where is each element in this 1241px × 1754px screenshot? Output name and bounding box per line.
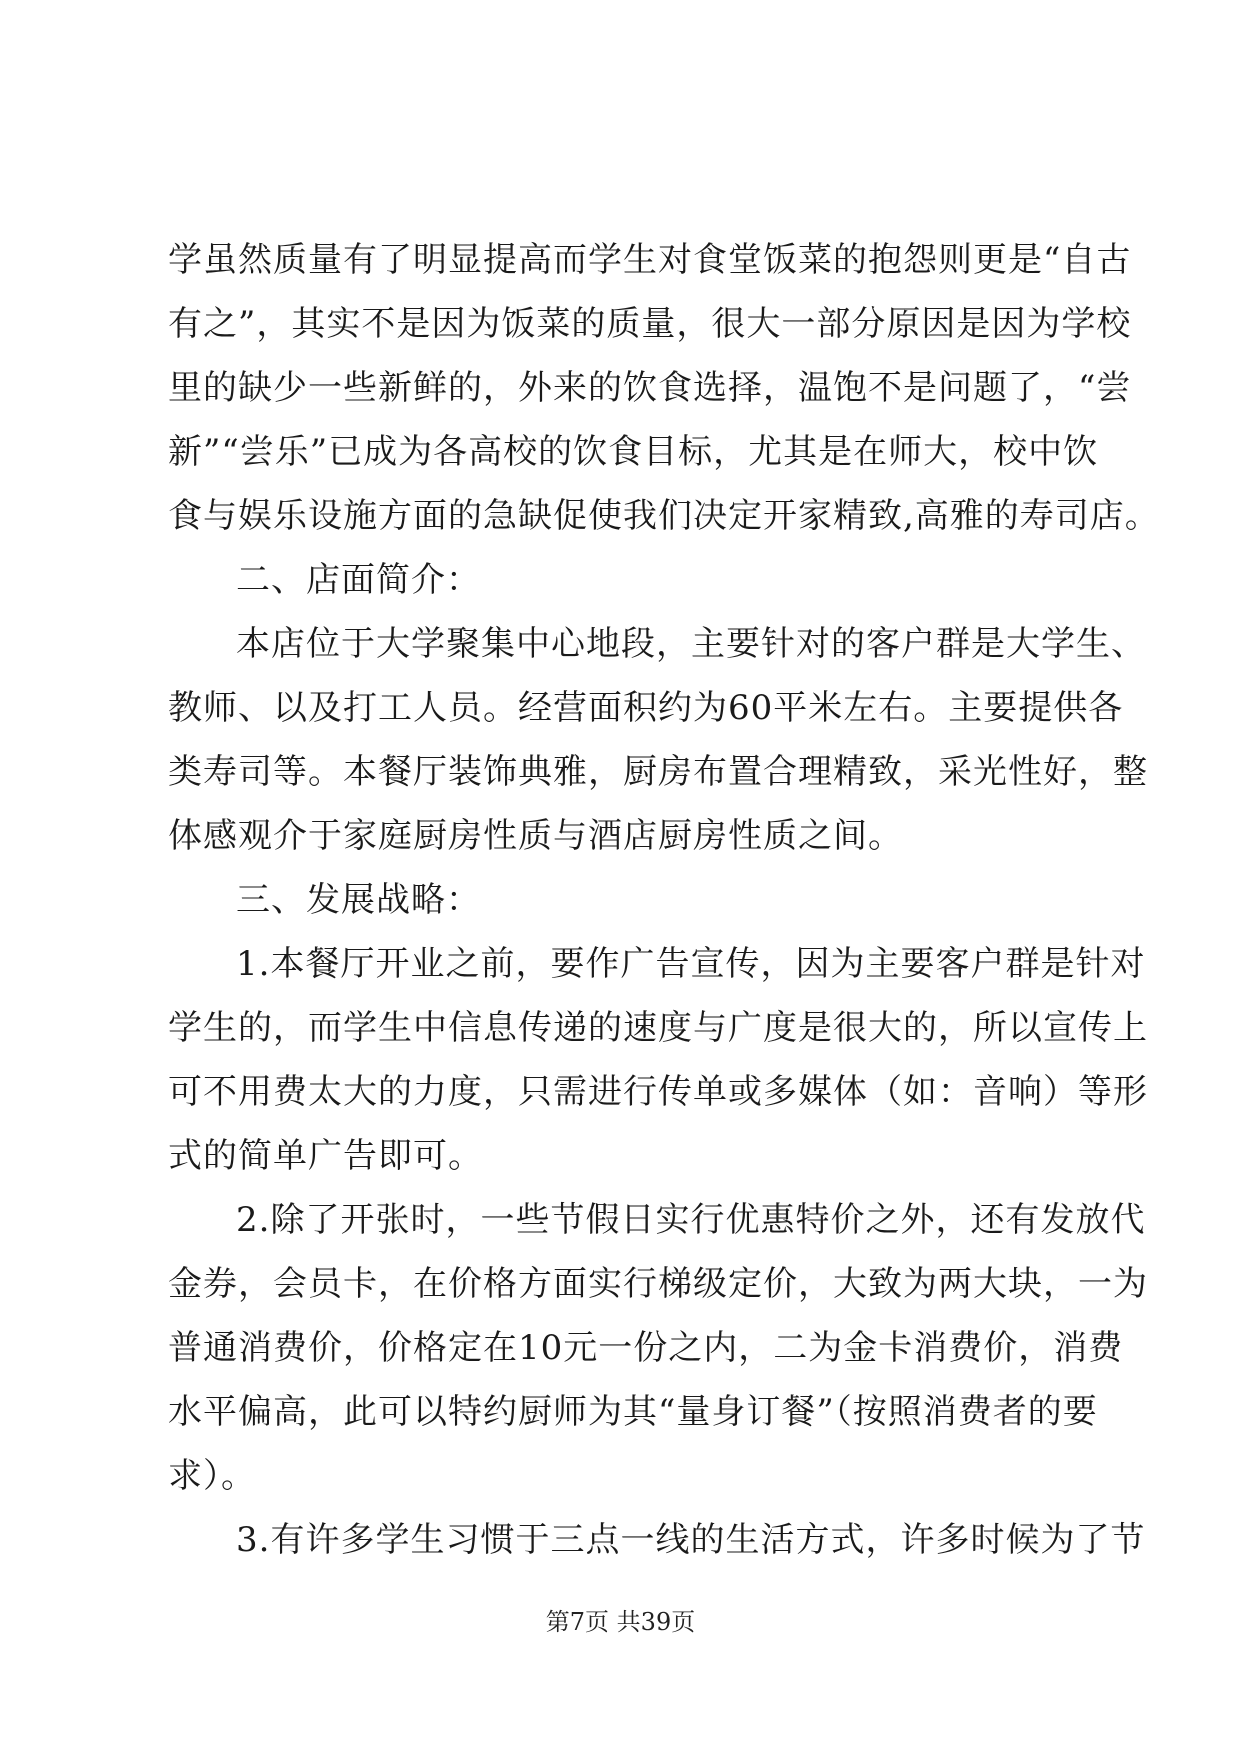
text-line: 式的简单广告即可。 (168, 1136, 483, 1176)
page-footer: 第7页 共39页 (545, 1608, 696, 1636)
paragraph-strategy-1 (168, 932, 1148, 1188)
paragraph-store-intro (168, 612, 1148, 868)
text-line: 二、店面简介： (236, 560, 481, 600)
text-line: 学虽然质量有了明显提高而学生对食堂饭菜的抱怨则更是“自古 (168, 240, 1132, 280)
text-line: 可不用费太大的力度，只需进行传单或多媒体（如：音响）等形 (168, 1072, 1148, 1112)
paragraph-strategy-2 (168, 1188, 1148, 1508)
heading-strategy (168, 868, 1083, 932)
text-line: 体感观介于家庭厨房性质与酒店厨房性质之间。 (168, 816, 903, 856)
text-line: 金券，会员卡，在价格方面实行梯级定价，大致为两大块，一为 (168, 1264, 1148, 1304)
text-line: 类寿司等。本餐厅装饰典雅，厨房布置合理精致，采光性好，整 (168, 752, 1148, 792)
text-line: 求）。 (168, 1456, 256, 1496)
text-line: 三、发展战略： (236, 880, 481, 920)
text-line: 里的缺少一些新鲜的，外来的饮食选择，温饱不是问题了，“尝 (168, 368, 1132, 408)
text-line: 教师、以及打工人员。经营面积约为60平米左右。主要提供各 (168, 688, 1124, 728)
text-line: 新”“尝乐”已成为各高校的饮食目标，尤其是在师大，校中饮 (168, 432, 1099, 472)
text-line: 有之”，其实不是因为饭菜的质量，很大一部分原因是因为学校 (168, 304, 1132, 344)
text-line: 2.除了开张时，一些节假日实行优惠特价之外，还有发放代 (236, 1200, 1146, 1240)
text-line: 学生的，而学生中信息传递的速度与广度是很大的，所以宣传上 (168, 1008, 1148, 1048)
document-body (168, 228, 1160, 1572)
paragraph-intro-continued (168, 228, 1160, 548)
text-line: 普通消费价，价格定在10元一份之内，二为金卡消费价，消费 (168, 1328, 1124, 1368)
text-line: 1.本餐厅开业之前，要作广告宣传，因为主要客户群是针对 (236, 944, 1146, 984)
text-line: 本店位于大学聚集中心地段，主要针对的客户群是大学生、 (236, 624, 1146, 664)
text-line: 食与娱乐设施方面的急缺促使我们决定开家精致,高雅的寿司店。 (168, 496, 1160, 536)
text-line: 3.有许多学生习惯于三点一线的生活方式，许多时候为了节 (236, 1520, 1146, 1560)
text-line: 水平偏高，此可以特约厨师为其“量身订餐”（按照消费者的要 (168, 1392, 1098, 1432)
heading-store-intro (168, 548, 1083, 612)
paragraph-strategy-3 (168, 1508, 1146, 1572)
